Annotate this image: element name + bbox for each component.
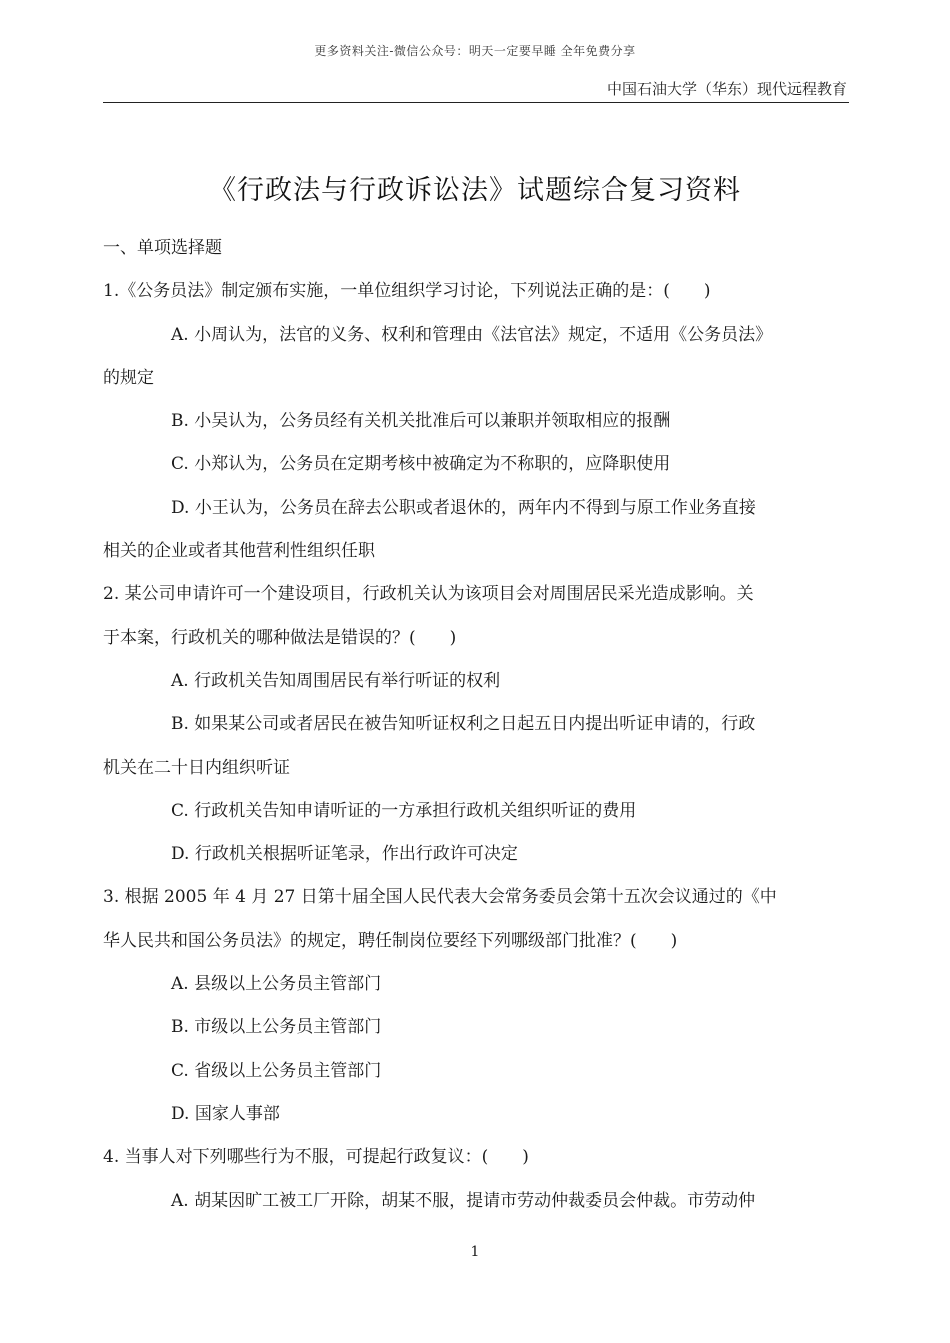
question-2-cont: 于本案，行政机关的哪种做法是错误的？( ): [103, 627, 457, 648]
document-title: 《行政法与行政诉讼法》试题综合复习资料: [209, 175, 741, 206]
q3-option-a: A. 县级以上公务员主管部门: [171, 974, 382, 995]
page-number: 1: [470, 1244, 480, 1260]
header-institution: 中国石油大学（华东）现代远程教育: [606, 80, 847, 98]
q1-option-a: A. 小周认为，法官的义务、权利和管理由《法官法》规定，不适用《公务员法》: [171, 324, 773, 345]
q1-option-d: D. 小王认为，公务员在辞去公职或者退休的，两年内不得到与原工作业务直接: [171, 497, 756, 518]
q1-option-d-cont: 相关的企业或者其他营利性组织任职: [103, 541, 375, 562]
question-3: 3. 根据 2005 年 4 月 27 日第十届全国人民代表大会常务委员会第十五次会议通过的《中: [103, 887, 777, 908]
header-divider: [103, 102, 849, 103]
document-body: [103, 227, 849, 1223]
q2-option-b: B. 如果某公司或者居民在被告知听证权利之日起五日内提出听证申请的，行政: [171, 714, 756, 735]
question-3-cont: 华人民共和国公务员法》的规定，聘任制岗位要经下列哪级部门批准？( ): [103, 930, 678, 951]
top-note: 更多资料关注-微信公众号：明天一定要早睡 全年免费分享: [314, 44, 636, 58]
question-1: 1.《公务员法》制定颁布实施，一单位组织学习讨论，下列说法正确的是：( ): [103, 281, 711, 302]
q4-option-a: A. 胡某因旷工被工厂开除，胡某不服，提请市劳动仲裁委员会仲裁。市劳动仲: [171, 1190, 756, 1211]
section-heading: 一、单项选择题: [103, 238, 222, 258]
q1-option-a-cont: 的规定: [103, 367, 154, 388]
question-2: 2. 某公司申请许可一个建设项目，行政机关认为该项目会对周围居民采光造成影响。关: [103, 584, 754, 605]
q2-option-d: D. 行政机关根据听证笔录，作出行政许可决定: [171, 844, 518, 865]
q3-option-c: C. 省级以上公务员主管部门: [171, 1060, 382, 1081]
q2-option-a: A. 行政机关告知周围居民有举行听证的权利: [171, 670, 501, 691]
q2-option-b-cont: 机关在二十日内组织听证: [103, 757, 290, 778]
q2-option-c: C. 行政机关告知申请听证的一方承担行政机关组织听证的费用: [171, 800, 637, 821]
q1-option-b: B. 小吴认为，公务员经有关机关批准后可以兼职并领取相应的报酬: [171, 411, 671, 432]
q3-option-d: D. 国家人事部: [171, 1103, 280, 1124]
q1-option-c: C. 小郑认为，公务员在定期考核中被确定为不称职的，应降职使用: [171, 454, 671, 475]
q3-option-b: B. 市级以上公务员主管部门: [171, 1017, 382, 1038]
question-4: 4. 当事人对下列哪些行为不服，可提起行政复议：( ): [103, 1147, 529, 1168]
